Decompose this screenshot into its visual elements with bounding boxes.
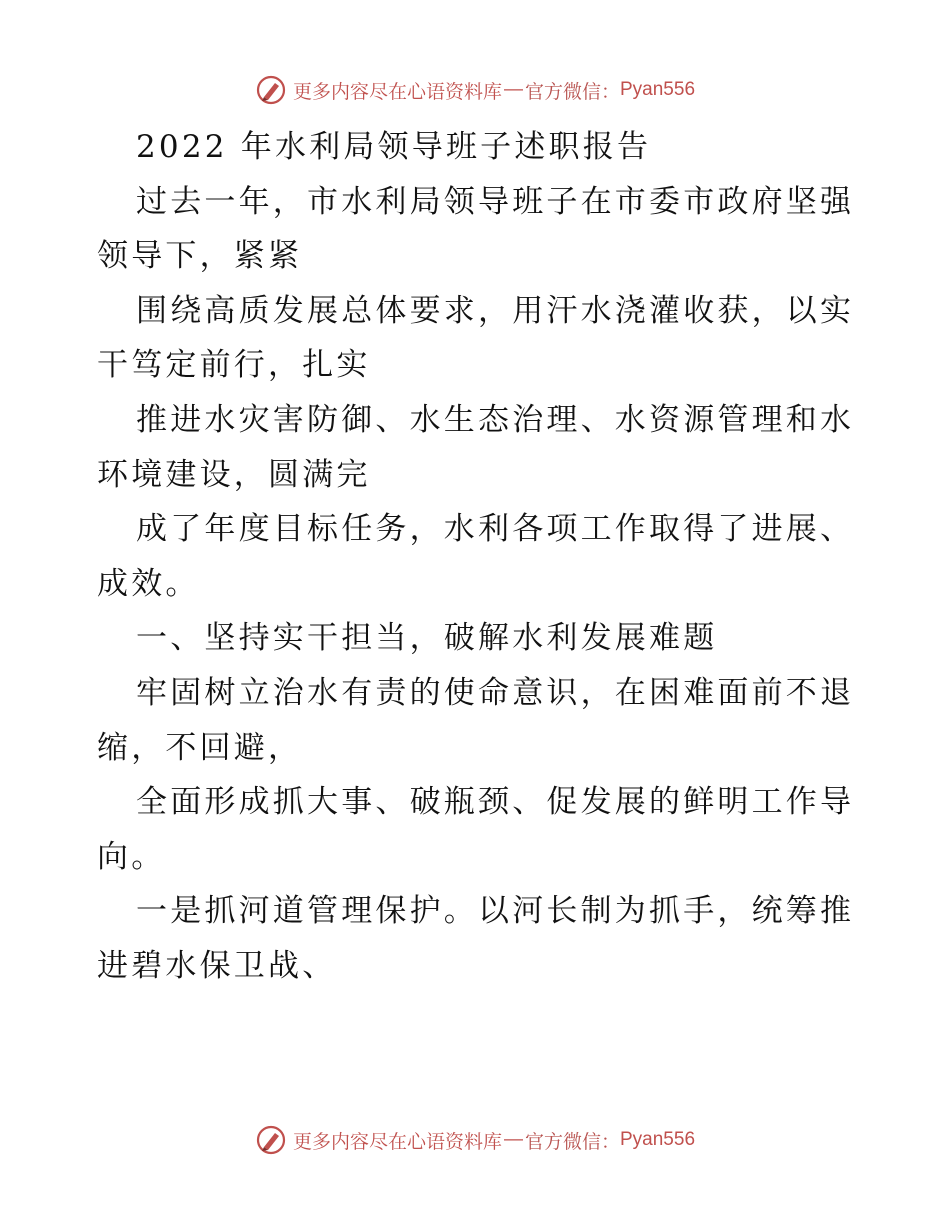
paragraph-line: 推进水灾害防御、水生态治理、水资源管理和水: [136, 401, 855, 438]
footer-watermark: [0, 1120, 950, 1160]
watermark-brand: 更多内容尽在心语资料库: [292, 1131, 502, 1153]
pen-logo-icon: [255, 74, 287, 106]
pen-logo-icon: [255, 1124, 287, 1156]
paragraph-line: 成了年度目标任务，水利各项工作取得了进展、: [136, 511, 855, 548]
paragraph-line: 进碧水保卫战、: [97, 947, 337, 984]
watermark-wechat-id: Pyan556: [620, 1129, 696, 1150]
watermark-label: 官方微信：: [524, 81, 620, 103]
paragraph-line: 成效。: [97, 565, 200, 602]
section-heading: 一、坚持实干担当，破解水利发展难题: [136, 620, 718, 657]
paragraph-line: 干笃定前行，扎实: [97, 347, 371, 384]
watermark-label: 官方微信：: [524, 1131, 620, 1153]
paragraph-line: 一是抓河道管理保护。以河长制为抓手，统筹推: [136, 893, 855, 930]
watermark-wechat-id: Pyan556: [620, 79, 696, 100]
header-watermark: [0, 70, 950, 110]
paragraph-line: 向。: [97, 838, 166, 875]
watermark-separator: —: [503, 1129, 523, 1150]
paragraph-line: 全面形成抓大事、破瓶颈、促发展的鲜明工作导: [136, 784, 855, 821]
paragraph-line: 过去一年，市水利局领导班子在市委市政府坚强: [136, 183, 855, 220]
paragraph-line: 牢固树立治水有责的使命意识，在困难面前不退: [136, 674, 855, 711]
paragraph-line: 缩，不回避，: [97, 729, 303, 766]
paragraph-line: 环境建设，圆满完: [97, 456, 371, 493]
document-title: 2022 年水利局领导班子述职报告: [136, 129, 652, 165]
watermark-separator: —: [503, 79, 523, 100]
document-body: [97, 120, 857, 994]
watermark-brand: 更多内容尽在心语资料库: [292, 81, 502, 103]
paragraph-line: 围绕高质发展总体要求，用汗水浇灌收获，以实: [136, 292, 855, 329]
paragraph-line: 领导下，紧紧: [97, 238, 303, 275]
